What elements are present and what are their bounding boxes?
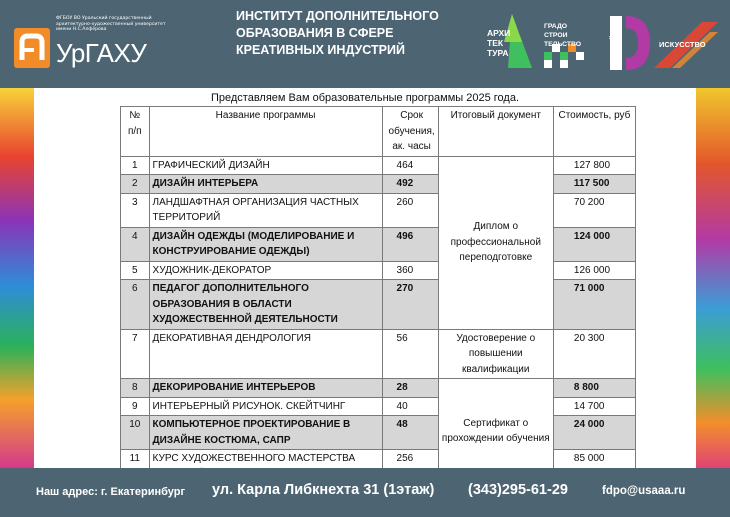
table-row bbox=[121, 280, 636, 330]
art-brand: ИСКУССТВО bbox=[659, 40, 706, 49]
row-hours: 48 bbox=[382, 416, 438, 450]
left-decorative-paint-strip bbox=[0, 88, 34, 468]
row-num: 10 bbox=[121, 416, 150, 450]
header-num: № п/п bbox=[121, 107, 150, 157]
row-hours: 256 bbox=[382, 450, 438, 484]
address-label: Наш адрес: г. Екатеринбург bbox=[36, 486, 186, 498]
ugaxu-logo-icon bbox=[14, 28, 50, 68]
row-price: 70 200 bbox=[553, 193, 635, 227]
architecture-brand: АРХИ ТЕК ТУРА bbox=[487, 28, 511, 58]
row-hours: 270 bbox=[382, 280, 438, 330]
row-num: 7 bbox=[121, 329, 150, 379]
row-name: КОМПЬЮТЕРНОЕ ПРОЕКТИРОВАНИЕ В ДИЗАЙНЕ КОСТЮМА, САПР bbox=[149, 416, 382, 450]
table-row bbox=[121, 193, 636, 227]
logo-name: УрГАХУ bbox=[56, 38, 147, 68]
row-name: ГРАФИЧЕСКИЙ ДИЗАЙН bbox=[149, 156, 382, 175]
right-decorative-paint-strip bbox=[696, 88, 730, 468]
university-logo bbox=[8, 8, 166, 78]
row-num: 5 bbox=[121, 261, 150, 280]
address-street: ул. Карла Либкнехта 31 (1этаж) bbox=[212, 482, 435, 498]
table-row bbox=[121, 227, 636, 261]
row-price: 8 800 bbox=[553, 379, 635, 398]
footer-bar bbox=[0, 468, 730, 517]
row-num: 1 bbox=[121, 156, 150, 175]
row-name: ПЕДАГОГ ДОПОЛНИТЕЛЬНОГО ОБРАЗОВАНИЯ В ОБЛАСТИ ХУДОЖЕСТВЕННОЙ ДЕЯТЕЛЬНОСТИ bbox=[149, 280, 382, 330]
row-price: 14 700 bbox=[553, 397, 635, 416]
row-num: 11 bbox=[121, 450, 150, 484]
urban-planning-brand: ГРАДО СТРОИ ТЕЛЬСТВО bbox=[544, 23, 582, 48]
row-price: 127 800 bbox=[553, 156, 635, 175]
row-name: ЛАНДШАФТНАЯ ОРГАНИЗАЦИЯ ЧАСТНЫХ ТЕРРИТОРИЙ bbox=[149, 193, 382, 227]
row-hours: 464 bbox=[382, 156, 438, 175]
email-link[interactable]: fdpo@usaaa.ru bbox=[602, 485, 686, 497]
row-hours: 28 bbox=[382, 379, 438, 398]
row-name: ДИЗАЙН ИНТЕРЬЕРА bbox=[149, 175, 382, 194]
row-num: 9 bbox=[121, 397, 150, 416]
programs-table bbox=[120, 106, 636, 484]
table-row bbox=[121, 261, 636, 280]
row-price: 24 000 bbox=[553, 416, 635, 450]
row-num: 6 bbox=[121, 280, 150, 330]
row-price: 85 000 bbox=[553, 450, 635, 484]
table-row bbox=[121, 156, 636, 175]
row-hours: 360 bbox=[382, 261, 438, 280]
row-document-certificate: Сертификат о прохождении обучения bbox=[438, 379, 553, 484]
row-name: КУРС ХУДОЖЕСТВЕННОГО МАСТЕРСТВА bbox=[149, 450, 382, 484]
row-hours: 56 bbox=[382, 329, 438, 379]
table-row bbox=[121, 379, 636, 398]
logo-subtitle: ФГБОУ ВО Уральский государственный архитектурно-художественный университет имени Н.С.Алфёрова bbox=[56, 16, 166, 32]
row-hours: 40 bbox=[382, 397, 438, 416]
row-price: 117 500 bbox=[553, 175, 635, 194]
row-num: 2 bbox=[121, 175, 150, 194]
row-document-qualification: Удостоверение о повышении квалификации bbox=[438, 329, 553, 379]
row-name: ДЕКОРАТИВНАЯ ДЕНДРОЛОГИЯ bbox=[149, 329, 382, 379]
row-name: ХУДОЖНИК-ДЕКОРАТОР bbox=[149, 261, 382, 280]
table-row bbox=[121, 397, 636, 416]
table-row bbox=[121, 329, 636, 379]
design-brand: ДИЗАЙН bbox=[611, 30, 618, 60]
row-num: 4 bbox=[121, 227, 150, 261]
header-hours: Срок обучения, ак. часы bbox=[382, 107, 438, 157]
row-hours: 496 bbox=[382, 227, 438, 261]
table-row bbox=[121, 175, 636, 194]
row-num: 8 bbox=[121, 379, 150, 398]
institute-title: ИНСТИТУТ ДОПОЛНИТЕЛЬНОГО ОБРАЗОВАНИЯ В СФЕРЕ КРЕАТИВНЫХ ИНДУСТРИЙ bbox=[236, 9, 439, 57]
row-name: ДИЗАЙН ОДЕЖДЫ (МОДЕЛИРОВАНИЕ И КОНСТРУИРОВАНИЕ ОДЕЖДЫ) bbox=[149, 227, 382, 261]
row-hours: 492 bbox=[382, 175, 438, 194]
row-price: 126 000 bbox=[553, 261, 635, 280]
row-num: 3 bbox=[121, 193, 150, 227]
header-price: Стоимость, руб bbox=[553, 107, 635, 157]
row-name: ИНТЕРЬЕРНЫЙ РИСУНОК. СКЕЙТЧИНГ bbox=[149, 397, 382, 416]
header-doc: Итоговый документ bbox=[438, 107, 553, 157]
row-name: ДЕКОРИРОВАНИЕ ИНТЕРЬЕРОВ bbox=[149, 379, 382, 398]
row-hours: 260 bbox=[382, 193, 438, 227]
table-header-row bbox=[121, 107, 636, 157]
header-name: Название программы bbox=[149, 107, 382, 157]
phone-number[interactable]: (343)295-61-29 bbox=[468, 482, 568, 498]
header-bar bbox=[0, 0, 730, 88]
table-row bbox=[121, 416, 636, 450]
row-price: 124 000 bbox=[553, 227, 635, 261]
row-price: 71 000 bbox=[553, 280, 635, 330]
lead-text: Представляем Вам образовательные программы 2025 года. bbox=[210, 92, 520, 104]
row-document-diploma: Диплом о профессиональной переподготовке bbox=[438, 156, 553, 329]
row-price: 20 300 bbox=[553, 329, 635, 379]
